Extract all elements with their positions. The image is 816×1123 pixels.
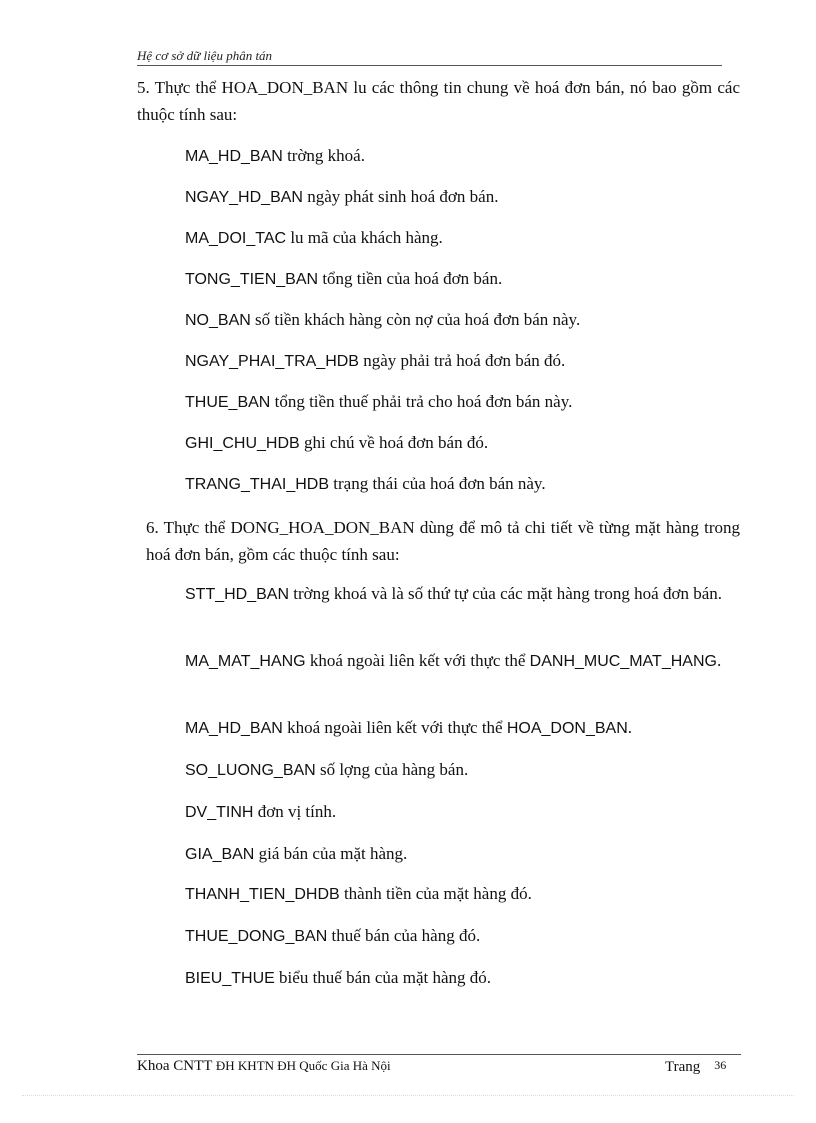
page-header-title: Hệ cơ sở dữ liệu phân tán — [137, 48, 273, 63]
attribute-desc: ngày phát sinh hoá đơn bán. — [302, 187, 499, 206]
attribute-desc: đơn vị tính. — [253, 802, 337, 821]
attribute-desc: biểu thuế bán của mặt hàng đó. — [274, 968, 492, 987]
attribute-item — [185, 306, 738, 334]
footer-source — [137, 1058, 391, 1075]
attribute-code: NGAY_HD_BAN — [185, 189, 303, 206]
attribute-item — [185, 347, 738, 375]
footer-rule — [137, 1054, 741, 1055]
section-6-intro: 6. Thực thể DONG_HOA_DON_BAN dùng để mô tả chi tiết về từng mặt hàng trong hoá đơn bán, gồm các thuộc tính sau: — [146, 518, 740, 564]
attribute-desc: trờng khoá. — [282, 146, 365, 165]
attribute-item — [185, 798, 738, 826]
attribute-code: GHI_CHU_HDB — [185, 435, 300, 452]
attribute-item — [185, 265, 738, 293]
attribute-item — [185, 429, 738, 457]
attribute-item — [185, 224, 738, 252]
footer-university: ĐH KHTN ĐH Quốc Gia Hà Nội — [215, 1058, 391, 1073]
attribute-code: THUE_DONG_BAN — [185, 928, 328, 945]
attribute-code: DV_TINH — [185, 804, 254, 821]
attribute-code: THUE_BAN — [185, 394, 271, 411]
attribute-code: MA_HD_BAN — [185, 720, 283, 737]
attribute-desc: tổng tiền của hoá đơn bán. — [318, 269, 503, 288]
attribute-code: MA_DOI_TAC — [185, 230, 287, 247]
attribute-desc-end: . — [627, 718, 633, 737]
attribute-item — [185, 714, 738, 742]
attribute-code: MA_HD_BAN — [185, 148, 283, 165]
attribute-desc: tổng tiền thuế phải trả cho hoá đơn bán này. — [270, 392, 573, 411]
attribute-item — [185, 183, 738, 211]
attribute-code: TRANG_THAI_HDB — [185, 476, 330, 493]
attribute-code: SO_LUONG_BAN — [185, 762, 316, 779]
attribute-item — [185, 756, 738, 784]
header-rule — [137, 65, 722, 66]
attribute-desc: ngày phải trả hoá đơn bán đó. — [358, 351, 566, 370]
attribute-desc: số tiền khách hàng còn nợ của hoá đơn bán này. — [250, 310, 581, 329]
attribute-desc: trạng thái của hoá đơn bán này. — [329, 474, 546, 493]
attribute-code: NGAY_PHAI_TRA_HDB — [185, 353, 359, 370]
attribute-desc: thành tiền của mặt hàng đó. — [339, 884, 532, 903]
attribute-desc: khoá ngoài liên kết với thực thể — [305, 651, 530, 670]
footer-page — [665, 1058, 726, 1076]
attribute-desc: lu mã của khách hàng. — [286, 228, 443, 247]
attribute-code: GIA_BAN — [185, 846, 255, 863]
attribute-code: MA_MAT_HANG — [185, 653, 306, 670]
attribute-ref-code: DANH_MUC_MAT_HANG — [529, 653, 717, 670]
attribute-ref-code: HOA_DON_BAN — [506, 720, 628, 737]
attribute-desc: ghi chú về hoá đơn bán đó. — [299, 433, 489, 452]
attribute-item — [185, 580, 738, 608]
attribute-code: NO_BAN — [185, 312, 251, 329]
attribute-desc: trờng khoá và là số thứ tự của các mặt hàng trong hoá đơn bán. — [289, 584, 722, 603]
attribute-item — [185, 964, 738, 992]
attribute-item — [185, 840, 738, 868]
attribute-code: TONG_TIEN_BAN — [185, 271, 319, 288]
footer-faculty: Khoa CNTT — [137, 1058, 213, 1074]
attribute-item — [185, 470, 738, 498]
page-bottom-divider — [22, 1095, 794, 1096]
attribute-item — [185, 647, 738, 675]
attribute-desc: số lợng của hàng bán. — [315, 760, 469, 779]
attribute-code: BIEU_THUE — [185, 970, 275, 987]
section-5-intro: 5. Thực thể HOA_DON_BAN lu các thông tin chung về hoá đơn bán, nó bao gồm các thuộc tính sau: — [137, 78, 740, 124]
page-number: 36 — [714, 1058, 727, 1072]
attribute-desc: khoá ngoài liên kết với thực thể — [282, 718, 507, 737]
attribute-item — [185, 922, 738, 950]
attribute-desc: thuế bán của hàng đó. — [327, 926, 481, 945]
attribute-desc: giá bán của mặt hàng. — [254, 844, 408, 863]
attribute-item — [185, 388, 738, 416]
attribute-item — [185, 142, 738, 170]
attribute-code: THANH_TIEN_DHDB — [185, 886, 340, 903]
attribute-code: STT_HD_BAN — [185, 586, 290, 603]
footer-page-label: Trang — [665, 1059, 701, 1075]
attribute-desc-end: . — [716, 651, 722, 670]
attribute-item — [185, 880, 738, 908]
